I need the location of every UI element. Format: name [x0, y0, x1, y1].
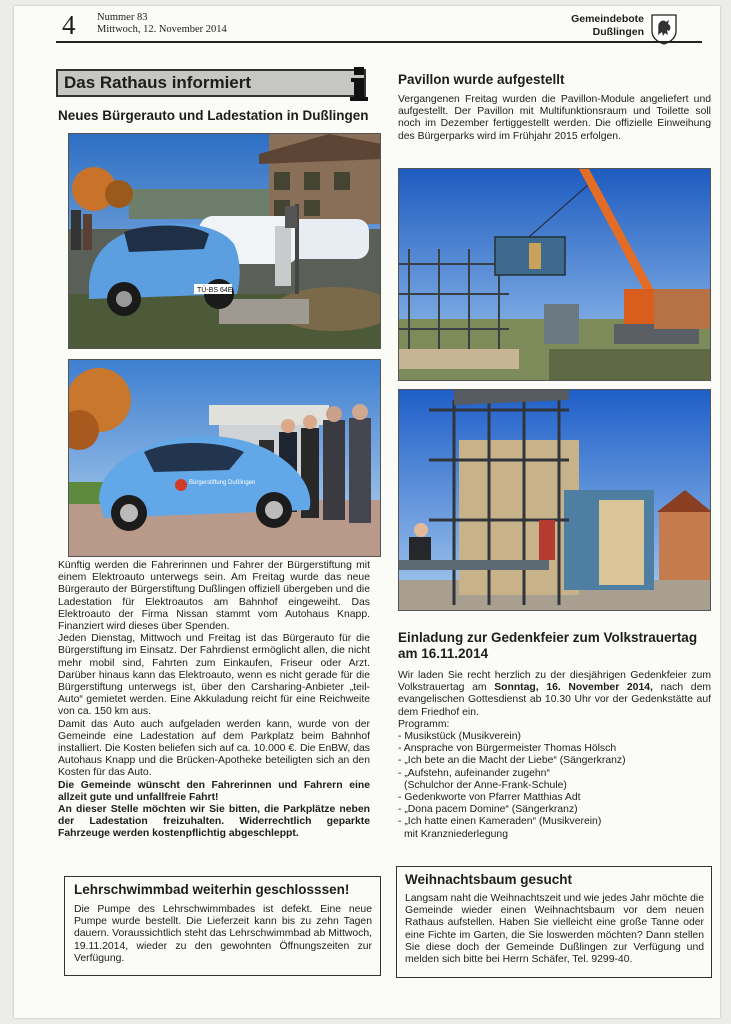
- program-item: mit Kranzniederlegung: [404, 828, 508, 840]
- issue-date: Mittwoch, 12. November 2014: [97, 24, 227, 35]
- program-item: - Musikstück (Musikverein): [398, 731, 521, 743]
- car-paragraph-3: Damit das Auto auch aufgeladen werden kann, wurde von der Gemeinde eine Ladestation auf dem Parkplatz beim Bahnhof installiert. Die Kosten beliefen sich auf ca. 10.000 €. Die EnBW, das Autohaus Knapp und die Brücken-Apotheke beteiligten sich an den Kosten für das Auto.: [58, 718, 370, 779]
- car-door-logo: Bürgerstiftung Dußlingen: [189, 480, 256, 486]
- section-title: Das Rathaus informiert: [64, 73, 252, 92]
- intro-date: Sonntag, 16. November 2014,: [494, 682, 653, 694]
- volkstrauertag-body: [398, 670, 711, 841]
- header-rule: [56, 41, 702, 43]
- masthead-line1: Gemeindebote: [571, 13, 644, 25]
- article-body-car: [58, 560, 370, 841]
- pavillon-text: Vergangenen Freitag wurden die Pavillon-Module angeliefert und aufgestellt. Der Pavillon mit Multifunktionsraum und Toilette soll noch im Dezember fertiggestellt werden. Die offizielle Einweihung des Bürgerparks wird im Frühjahr 2015 erfolgen.: [398, 94, 711, 142]
- info-icon: [348, 66, 370, 102]
- volkstrauertag-headline-line2: am 16.11.2014: [398, 646, 489, 661]
- photo-pavillon-scaffold: [398, 389, 711, 611]
- intro-text-before: Wir laden Sie recht herzlich zu der diesjährigen Gedenkfeier zum Volkstrauertag am: [398, 670, 711, 694]
- volkstrauertag-intro: [398, 670, 711, 719]
- program-item: - „Dona pacem Domine“ (Sängerkranz): [398, 804, 578, 816]
- program-item: - Gedenkworte von Pfarrer Matthias Adt: [398, 792, 581, 804]
- photo-car-handover: [68, 359, 381, 557]
- masthead-line2: Dußlingen: [592, 26, 644, 38]
- issue-info: [97, 12, 227, 36]
- program-item: - „Aufstehn, aufeinander zugehn“: [398, 767, 550, 779]
- photo-pavillon-crane: [398, 168, 711, 381]
- program-item: (Schulchor der Anne-Frank-Schule): [404, 779, 567, 791]
- car-bold-parking: An dieser Stelle möchten wir Sie bitten, die Parkplätze neben der Ladestation freizuhalten. Widerrechtlich geparkte Fahrzeuge werden kostenpflichtig abgeschleppt.: [58, 804, 370, 840]
- article-headline-car: Neues Bürgerauto und Ladestation in Dußlingen: [58, 108, 369, 123]
- license-plate: TÜ-BS 64E: [197, 287, 233, 294]
- issue-number: Nummer 83: [97, 12, 148, 23]
- intro-text-after: nach dem evangelischen Gottesdienst ab 10.30 Uhr vor der Gedenkstätte auf dem Friedhof ein.: [398, 682, 711, 718]
- program-item: - „Ich bete an die Macht der Liebe“ (Sängerkranz): [398, 755, 626, 767]
- masthead: [520, 13, 644, 39]
- tree-text: Langsam naht die Weihnachtszeit und wie jedes Jahr möchte die Gemeinde wieder einen Weihnachtsbaum vor dem neuen Rathaus aufstellen. Haben Sie vielleicht eine große Tanne oder eine Fichte im Garten, die Sie loswerden möchten? Dann stellen Sie diese doch der Gemeinde Dußlingen zur Verfügung und melden sich bitte bei Herrn Schäfer, Tel. 9299-40.: [405, 893, 705, 966]
- page-number: 4: [62, 10, 76, 40]
- car-paragraph-1: Künftig werden die Fahrerinnen und Fahrer der Bürgerstiftung mit einem Elektroauto unterwegs sein. Am Freitag wurde das neue Bürgerauto der Bürgerstiftung Dußlingen offiziell übergeben und die Ladestation für Elektroautos am Bahnhof eingeweiht. Das Elektroauto der Firma Nissan stammt vom Autohaus Knapp. Finanziert wird dieses über Spenden.: [58, 560, 370, 633]
- pool-text: Die Pumpe des Lehrschwimmbades ist defekt. Eine neue Pumpe wurde bestellt. Die Lieferzeit kann bis zu zehn Tagen dauern. Voraussichtlich steht das Lehrschwimmbad ab Mittwoch, 19.11.2014, wieder zu den gewohnten Öffnungszeiten zur Verfügung.: [74, 904, 373, 964]
- car-bold-wish: Die Gemeinde wünscht den Fahrerinnen und Fahrern eine allzeit gute und unfallfreie Fahrt!: [58, 779, 370, 803]
- article-headline-pavillon: Pavillon wurde aufgestellt: [398, 72, 565, 87]
- program-item: - „Ich hatte einen Kameraden“ (Musikverein): [398, 816, 602, 828]
- pool-title: Lehrschwimmbad weiterhin geschlosssen!: [74, 882, 350, 897]
- photo-electric-cars-parked: [68, 133, 381, 349]
- article-headline-volkstrauertag: [398, 630, 697, 662]
- program-item: - Ansprache von Bürgermeister Thomas Hölsch: [398, 743, 617, 755]
- tree-title: Weihnachtsbaum gesucht: [405, 872, 573, 887]
- volkstrauertag-headline-line1: Einladung zur Gedenkfeier zum Volkstrauertag: [398, 630, 698, 645]
- car-paragraph-2: Jeden Dienstag, Mittwoch und Freitag ist das Bürgerauto für die Bürgerstiftung im Einsatz. Der Fahrdienst ermöglicht allen, die nicht mehr mobil sind, Fahrten zum Einkaufen, Friseur oder Arzt. Darüber hinaus kann das Elektroauto, wenn es nicht gerade für die Bürgerstiftung unterwegs ist, über den Carsharing-Anbieter „teil-Auto“ gemietet werden. Eine Akkuladung reicht für eine Reichweite von ca. 150 km aus.: [58, 633, 370, 718]
- program-label: Programm:: [398, 718, 450, 730]
